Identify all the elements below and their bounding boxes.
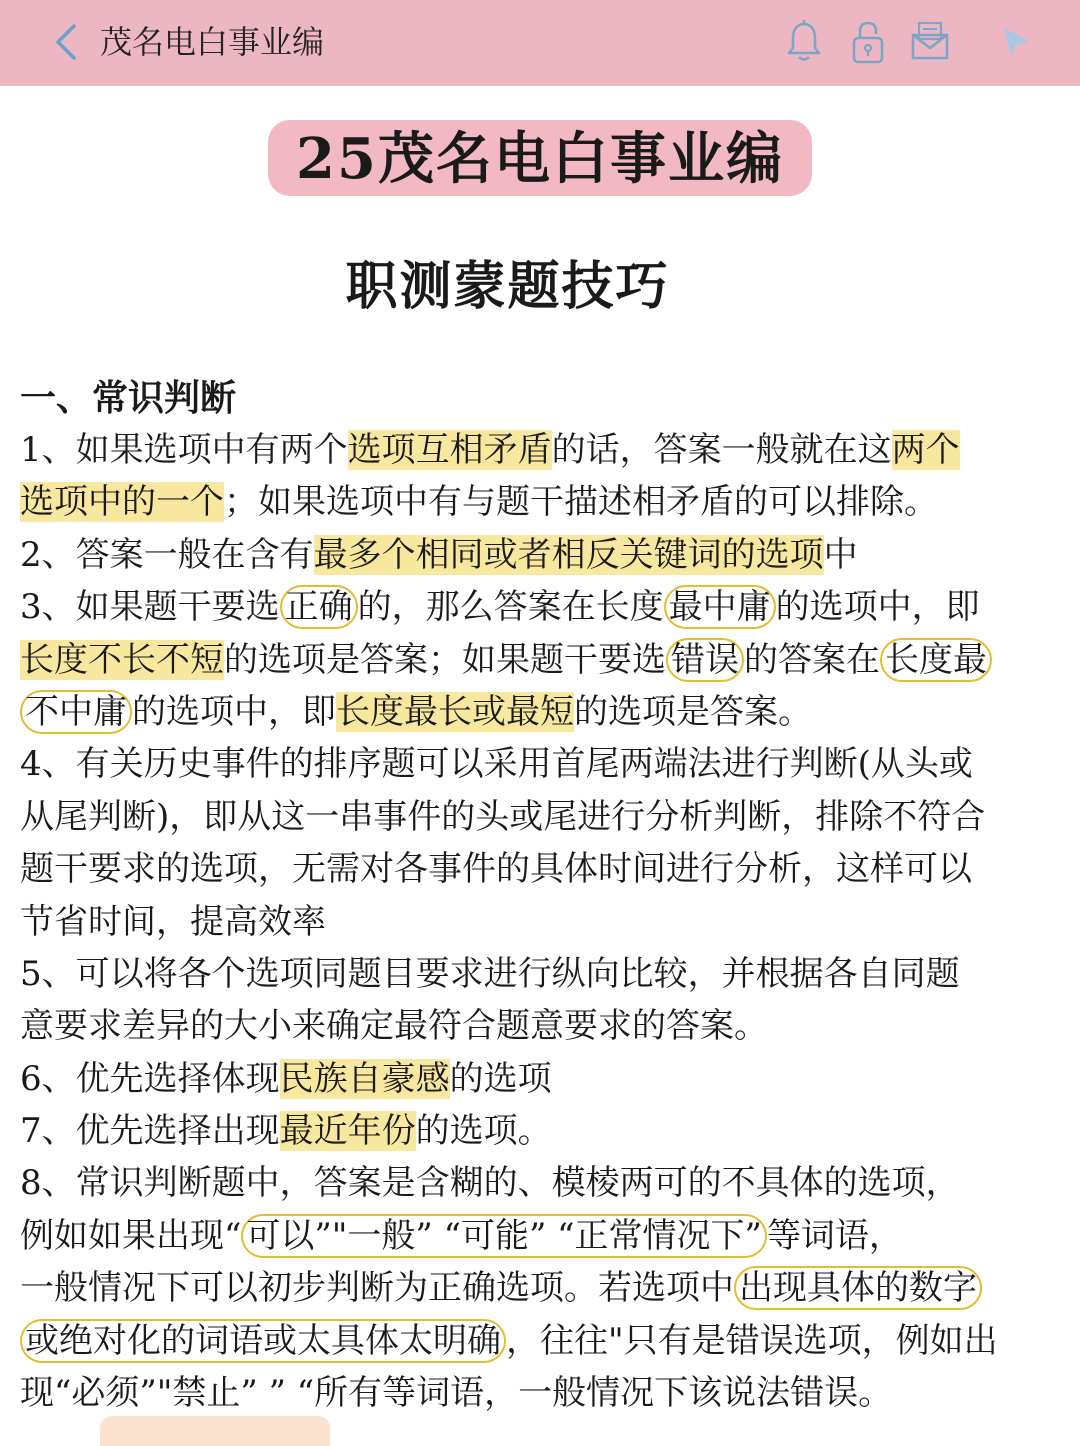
- text-span: 7、优先选择出现: [20, 1111, 280, 1152]
- text-line: 从尾判断)，即从这一串事件的头或尾进行分析判断，排除不符合: [20, 796, 986, 837]
- text-span: 的话，答案一般就在这: [551, 430, 892, 470]
- highlighted-text: 选项中的一个: [20, 482, 224, 523]
- text-line: [20, 1105, 1020, 1157]
- text-span: 的选项中，即: [775, 587, 980, 628]
- text-line: [20, 1315, 1020, 1367]
- text-span: 一般情况下可以初步判断为正确选项。若选项中: [20, 1268, 734, 1309]
- circled-text: 错误: [666, 638, 744, 682]
- circled-text: 出现具体的数字: [734, 1266, 982, 1310]
- highlighted-text: 最近年份: [279, 1111, 416, 1152]
- back-arrow-icon[interactable]: [50, 22, 90, 62]
- text-line: [20, 424, 1020, 476]
- text-line: [20, 1053, 1020, 1105]
- text-line: [20, 634, 1020, 686]
- text-line: 节省时间，提高效率: [20, 901, 326, 942]
- highlighted-text: 长度最长或最短: [336, 691, 574, 732]
- text-line: [20, 529, 1020, 581]
- highlighted-text: 最多个相同或者相反关键词的选项: [313, 534, 824, 575]
- text-line: [20, 1210, 1020, 1262]
- text-span: ；如果选项中有与题干描述相矛盾的可以排除。: [224, 482, 938, 523]
- circled-text: 可以”"一般” “可能” “正常情况下”: [241, 1214, 767, 1258]
- text-line: 4、有关历史事件的排序题可以采用首尾两端法进行判断(从头或: [20, 744, 973, 785]
- circled-text: 不中庸: [20, 690, 132, 734]
- text-span: 的，那么答案在长度: [357, 587, 664, 628]
- text-line: [20, 686, 1020, 738]
- section-heading: 一、常识判断: [20, 377, 237, 419]
- highlighted-text: 民族自豪感: [279, 1058, 450, 1099]
- text-span: 的选项。: [415, 1111, 552, 1152]
- text-line: 题干要求的选项，无需对各事件的具体时间进行分析，这样可以: [20, 849, 972, 890]
- circled-text: 或绝对化的词语或太具体太明确: [20, 1319, 506, 1363]
- highlighted-text: 两个: [891, 430, 960, 470]
- highlighted-text: 长度不长不短: [20, 639, 224, 680]
- document-title-badge: 25茂名电白事业编: [268, 120, 812, 196]
- text-line: 5、可以将各个选项同题目要求进行纵向比较，并根据各自同题: [20, 953, 960, 994]
- document-body: [20, 372, 1020, 1419]
- text-span: 的答案在: [744, 639, 880, 680]
- text-line: 意要求差异的大小来确定最符合题意要求的答案。: [20, 1006, 768, 1047]
- send-icon[interactable]: [998, 18, 1038, 66]
- text-line: [20, 1262, 1020, 1314]
- circled-text: 正确: [280, 585, 358, 629]
- highlighted-text: 选项互相矛盾: [347, 430, 552, 470]
- text-span: 3、如果题干要选: [20, 587, 280, 628]
- top-bar: [0, 0, 1080, 86]
- app-title: 茂名电白事业编: [100, 23, 325, 61]
- lock-icon[interactable]: [848, 18, 888, 66]
- text-span: 2、答案一般在含有: [20, 534, 314, 575]
- circled-text: 长度最: [880, 638, 992, 682]
- bottom-tab-peek: [100, 1416, 330, 1446]
- bell-icon[interactable]: [784, 18, 824, 66]
- text-span: ，往往"只有是错误选项，例如出: [506, 1320, 998, 1361]
- text-span: 的选项: [449, 1058, 552, 1099]
- text-span: 的选项中，即: [132, 691, 336, 732]
- document-subtitle: 职测蒙题技巧: [345, 256, 670, 317]
- text-span: 的选项是答案；如果题干要选: [224, 639, 666, 680]
- text-line: 8、常识判断题中，答案是含糊的、模棱两可的不具体的选项，: [20, 1163, 960, 1204]
- text-line: [20, 581, 1020, 633]
- text-line: [20, 476, 1020, 528]
- text-span: 等词语，: [766, 1215, 903, 1256]
- text-span: 1、如果选项中有两个: [20, 430, 348, 470]
- text-span: 6、优先选择体现: [20, 1058, 280, 1099]
- text-span: 中: [823, 534, 858, 575]
- text-span: 例如如果出现“: [20, 1215, 242, 1256]
- circled-text: 最中庸: [664, 585, 776, 629]
- text-span: 的选项是答案。: [574, 691, 812, 732]
- text-line: 现“必须”"禁止” ” “所有等词语，一般情况下该说法错误。: [20, 1373, 893, 1414]
- mail-icon[interactable]: [910, 18, 950, 66]
